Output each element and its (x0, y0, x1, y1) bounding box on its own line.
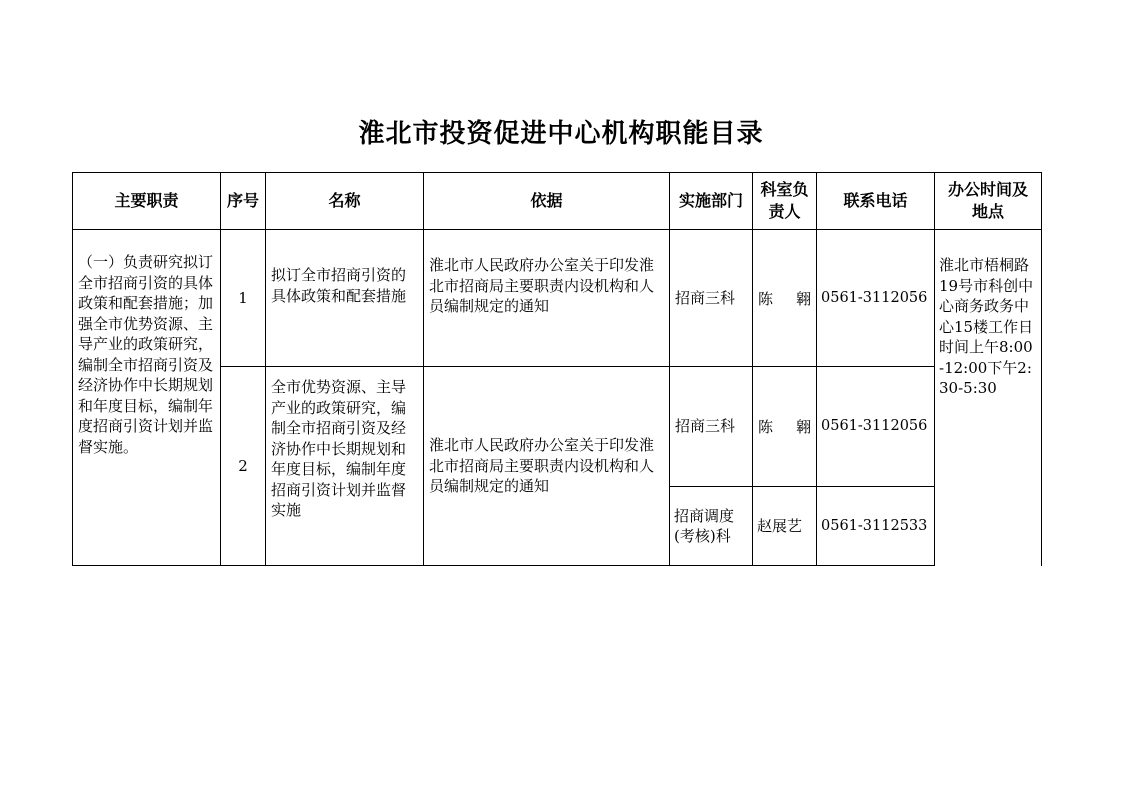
row2-owner-surname: 陈 (758, 418, 774, 436)
row1-name-text: 拟订全市招商引资的具体政策和配套措施 (271, 266, 407, 305)
office-cell (934, 229, 1042, 566)
header-seq: 序号 (220, 172, 266, 230)
row2-owner (752, 366, 817, 487)
row2-name (265, 366, 424, 566)
row1-seq: 1 (220, 229, 266, 367)
function-table (72, 172, 1042, 566)
row1-dept: 招商三科 (669, 229, 753, 367)
page-title: 淮北市投资促进中心机构职能目录 (358, 119, 764, 149)
row1-phone: 0561-3112056 (816, 229, 935, 367)
row2-phone: 0561-3112056 (816, 366, 935, 487)
row3-phone: 0561-3112533 (816, 486, 935, 566)
duty-cell (72, 229, 221, 566)
header-owner: 科室负责人 (752, 172, 817, 230)
row2-basis-text: 淮北市人民政府办公室关于印发淮北市招商局主要职责内设机构和人员编制规定的通知 (429, 436, 655, 496)
header-dept: 实施部门 (669, 172, 753, 230)
row2-basis (423, 366, 670, 566)
header-phone: 联系电话 (816, 172, 935, 230)
row2-name-text: 全市优势资源、主导产业的政策研究，编制全市招商引资及经济协作中长期规划和年度目标，编制年度招商引资计划并监督实施 (271, 378, 407, 519)
row3-owner: 赵展艺 (752, 486, 817, 566)
row1-owner-surname: 陈 (758, 289, 774, 308)
row1-owner (752, 229, 817, 367)
row2-dept: 招商三科 (669, 366, 753, 487)
office-text: 淮北市梧桐路19号市科创中心商务政务中心15楼工作日时间上午8:00-12:00下午2:30-5:30 (939, 256, 1034, 397)
row3-dept: 招商调度(考核)科 (669, 486, 753, 566)
row1-basis-text: 淮北市人民政府办公室关于印发淮北市招商局主要职责内设机构和人员编制规定的通知 (429, 256, 655, 315)
header-name: 名称 (265, 172, 424, 230)
header-duty: 主要职责 (72, 172, 221, 230)
row2-seq: 2 (220, 366, 266, 566)
row1-basis (423, 229, 670, 367)
header-office: 办公时间及地点 (934, 172, 1042, 230)
duty-text: （一）负责研究拟订全市招商引资的具体政策和配套措施；加强全市优势资源、主导产业的政策研究，编制全市招商引资及经济协作中长期规划和年度目标，编制年度招商引资计划并监督实施。 (78, 253, 214, 456)
row1-owner-given: 翱 (795, 289, 811, 308)
row2-owner-given: 翱 (795, 418, 811, 436)
header-basis: 依据 (423, 172, 670, 230)
row1-name (265, 229, 424, 367)
